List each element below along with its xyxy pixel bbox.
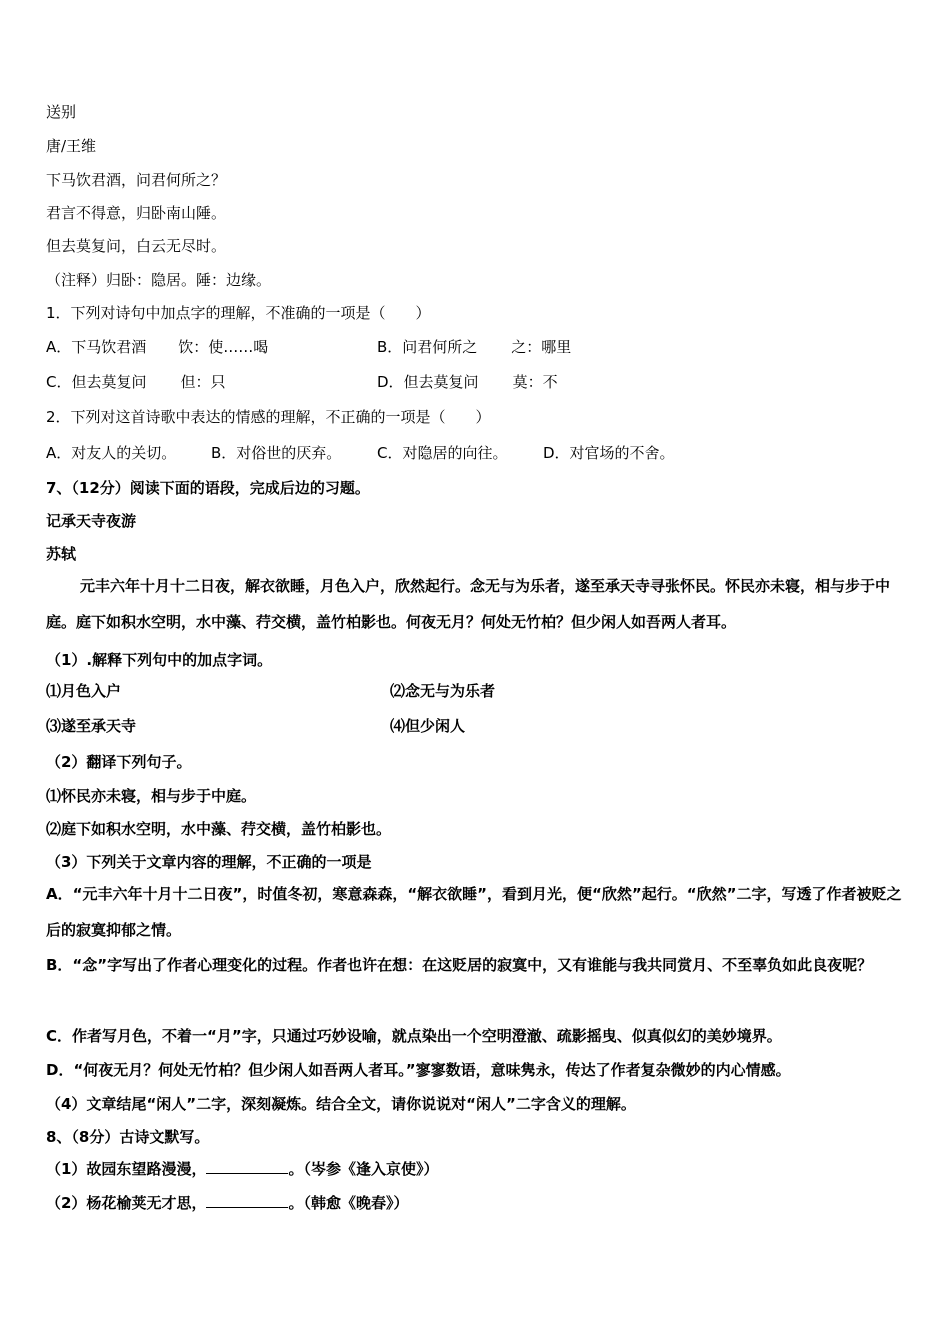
poem-author: 唐/王维 [46, 137, 97, 155]
q7-passage: 元丰六年十月十二日夜，解衣欲睡，月色入户，欣然起行。念无与为乐者，遂至承天寺寻张怀民。怀民亦未寝，相与步于中庭。庭下如积水空明，水中藻、荇交横，盖竹柏影也。何夜无月？何处无竹柏？但少闲人如吾两人者耳。 [46, 577, 891, 631]
poem-line: 君言不得意，归卧南山陲。 [46, 204, 227, 222]
q7-title: 记承天寺夜游 [46, 512, 137, 530]
q1-option-c: C．但去莫复问 但：只 [46, 373, 226, 391]
q7-sub1-item: ⑷但少闲人 [390, 717, 466, 735]
q7-sub1-item: ⑴月色入户 [46, 682, 122, 700]
poem-title: 送别 [46, 103, 77, 121]
q7-sub3-option-b: B．“念”字写出了作者心理变化的过程。作者也许在想：在这贬居的寂寞中，又有谁能与我共同赏月、不至辜负如此良夜呢？ [46, 956, 873, 974]
poem-line: 但去莫复问，白云无尽时。 [46, 237, 227, 255]
q2-option-b: B．对俗世的厌弃。 [211, 444, 342, 462]
q7-sub1-item: ⑵念无与为乐者 [390, 682, 496, 700]
q7-sub2: （2）翻译下列句子。 [46, 753, 192, 771]
q7-sub1-item: ⑶遂至承天寺 [46, 717, 137, 735]
q8-header: 8、（8分）古诗文默写。 [46, 1128, 210, 1146]
q7-sub2-item: ⑴怀民亦未寝，相与步于中庭。 [46, 787, 257, 805]
q7-sub1: （1）.解释下列句中的加点字词。 [46, 651, 273, 669]
q1-stem: 1．下列对诗句中加点字的理解，不准确的一项是（ ） [46, 304, 431, 322]
q7-sub3-option-c: C．作者写月色，不着一“月”字，只通过巧妙设喻，就点染出一个空明澄澈、疏影摇曳、似真似幻的美妙境界。 [46, 1027, 782, 1045]
q7-sub3-option-a: A．“元丰六年十月十二日夜”，时值冬初，寒意森森，“解衣欲睡”，看到月光，便“欣然”起行。“欣然”二字，写透了作者被贬之后的寂寞抑郁之情。 [46, 885, 902, 939]
q1-option-b: B．问君何所之 之：哪里 [377, 338, 572, 356]
answer-blank[interactable] [206, 1159, 288, 1174]
q7-sub4: （4）文章结尾“闲人”二字，深刻凝炼。结合全文，请你说说对“闲人”二字含义的理解。 [46, 1095, 636, 1113]
q2-option-a: A．对友人的关切。 [46, 444, 177, 462]
answer-blank[interactable] [206, 1193, 288, 1208]
q7-header: 7、（12分）阅读下面的语段，完成后边的习题。 [46, 479, 370, 497]
q7-sub3: （3）下列关于文章内容的理解，不正确的一项是 [46, 853, 372, 871]
q7-sub2-item: ⑵庭下如积水空明，水中藻、荇交横，盖竹柏影也。 [46, 820, 392, 838]
poem-note: （注释）归卧：隐居。陲：边缘。 [46, 271, 272, 289]
q1-option-a: A．下马饮君酒 饮：使……喝 [46, 338, 269, 356]
q2-stem: 2．下列对这首诗歌中表达的情感的理解，不正确的一项是（ ） [46, 408, 491, 426]
q2-option-d: D．对官场的不舍。 [543, 444, 675, 462]
q8-item: （2）杨花榆荚无才思， 。（韩愈《晚春》） [46, 1194, 409, 1212]
q7-author: 苏轼 [46, 545, 77, 563]
poem-line: 下马饮君酒，问君何所之？ [46, 171, 227, 189]
q1-option-d: D．但去莫复问 莫：不 [377, 373, 558, 391]
q7-sub3-option-d: D．“何夜无月？何处无竹柏？但少闲人如吾两人者耳。”寥寥数语，意味隽永，传达了作者复杂微妙的内心情感。 [46, 1061, 791, 1079]
q2-option-c: C．对隐居的向往。 [377, 444, 508, 462]
q8-item: （1）故园东望路漫漫， 。（岑参《逢入京使》） [46, 1160, 439, 1178]
